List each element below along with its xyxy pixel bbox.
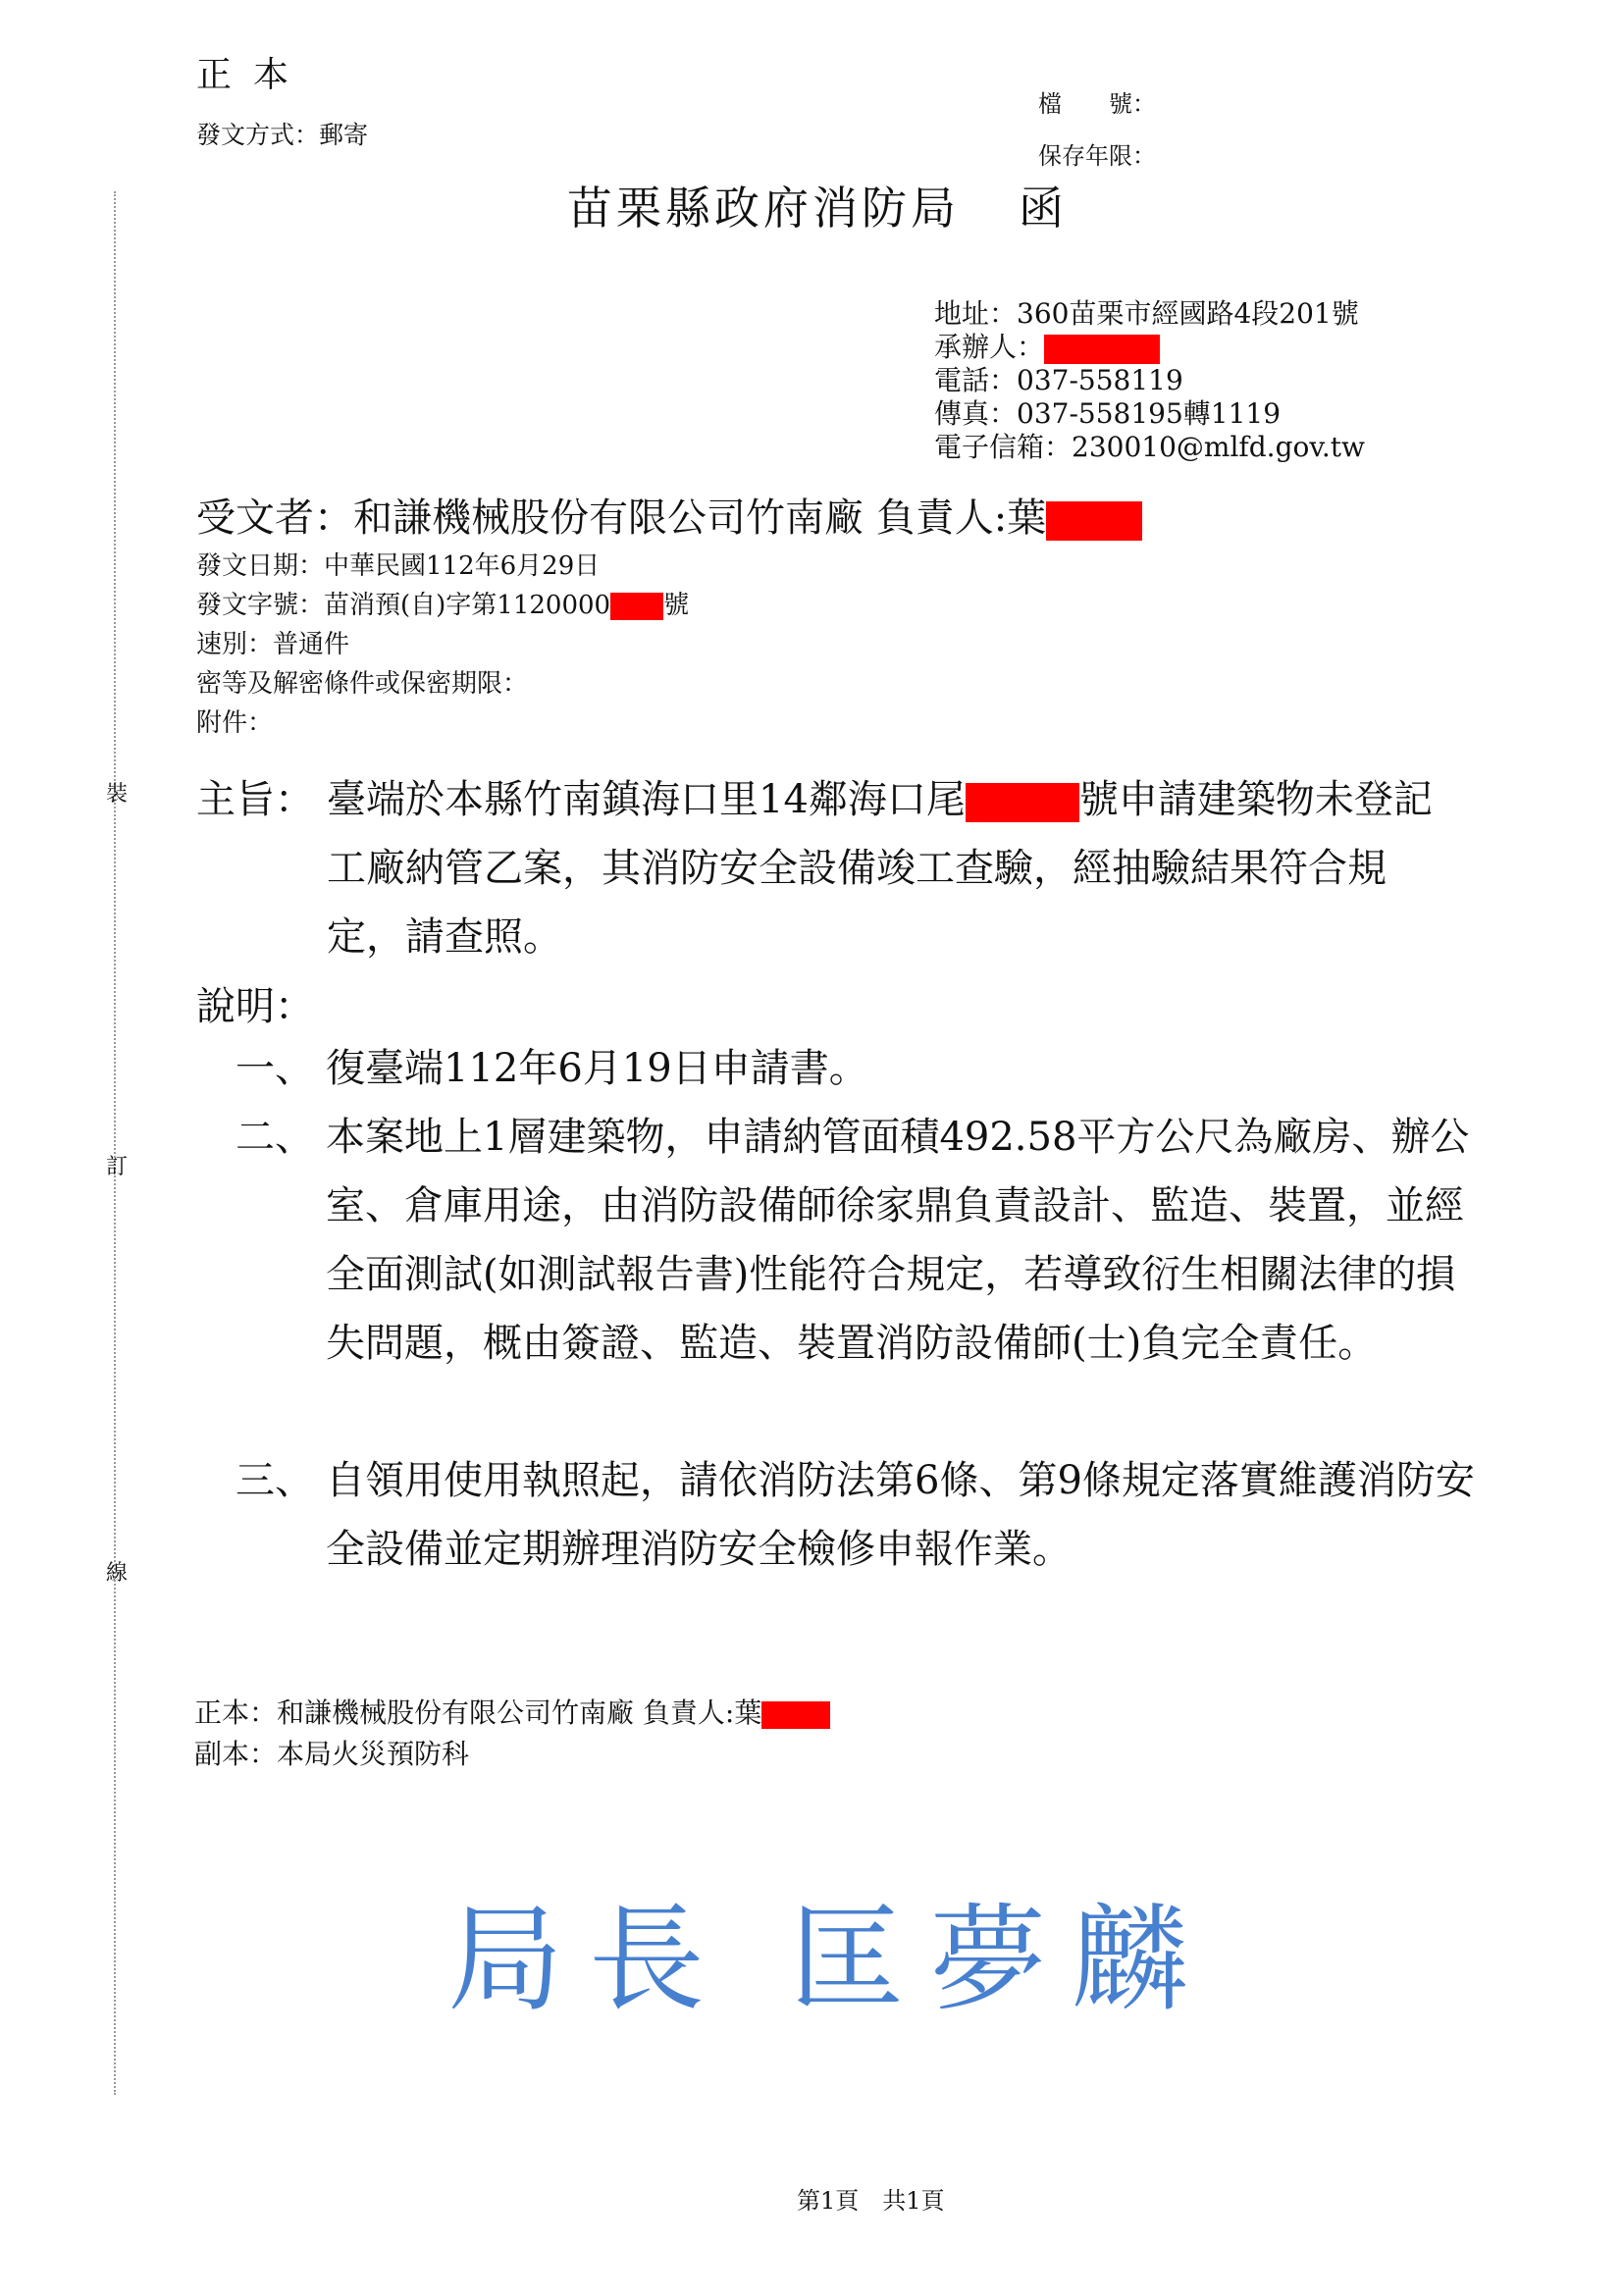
redaction-box [610,593,663,620]
document-kind: 函 [1019,182,1068,235]
binding-margin-line [114,191,116,2095]
description-label: 說明： [196,984,314,1029]
issue-date: 發文日期：中華民國112年6月29日 [196,551,601,581]
signature-name: 匡夢麟 [789,1892,1214,2027]
sender-address: 地址：360苗栗市經國路4段201號 [934,297,1359,330]
description-item [236,1446,1482,1584]
binding-mark-xian: 線 [106,1561,129,1586]
binding-mark-ding: 訂 [106,1155,129,1179]
page-number: 第1頁 共1頁 [797,2187,945,2215]
item-text: 自領用使用執照起，請依消防法第6條、第9條規定落實維護消防安全設備並定期辦理消防安全檢修申報作業。 [326,1458,1475,1572]
sender-handler: 承辦人： [934,331,1365,364]
description-item [236,1103,1482,1378]
item-number: 三、 [236,1458,314,1503]
sender-phone: 電話：037-558119 [934,364,1183,396]
signature-title: 局長 [447,1892,731,2027]
sender-fax: 傳真：037-558195轉1119 [934,397,1282,430]
signature [447,1866,1213,2033]
attachment: 附件： [196,708,274,738]
document-title [567,173,1068,237]
redaction-box [1046,501,1142,541]
original-recipient: 正本：和謙機械股份有限公司竹南廠 負責人:葉 [194,1692,830,1731]
subject [196,765,1462,971]
subject-text: 臺端於本縣竹南鎮海口里14鄰海口尾 號申請建築物未登記工廠納管乙案，其消防安全設備竣工查驗，經抽驗結果符合規定，請查照。 [327,777,1433,960]
item-text: 復臺端112年6月19日申請書。 [326,1046,868,1091]
delivery-method: 發文方式：郵寄 [196,121,369,149]
copy-type: 正本 [196,55,311,95]
document-number: 發文字號：苗消預(自)字第1120000 號 [196,591,690,620]
security-level: 密等及解密條件或保密期限： [196,669,529,699]
issuing-org: 苗栗縣政府消防局 [567,182,960,235]
delivery-speed: 速別：普通件 [196,630,350,659]
copy-recipient: 副本：本局火災預防科 [194,1738,470,1770]
redaction-box [1044,335,1160,364]
redaction-box [761,1701,830,1729]
binding-mark-zhuang: 裝 [106,782,129,807]
redaction-box [966,783,1079,822]
sender-email: 電子信箱：230010@mlfd.gov.tw [934,431,1365,463]
description-item [236,1034,1482,1103]
subject-label: 主旨： [196,777,314,822]
recipient: 受文者：和謙機械股份有限公司竹南廠 負責人:葉 [196,487,1142,543]
retention-label: 保存年限： [1038,142,1156,170]
item-number: 一、 [236,1046,314,1091]
item-text: 本案地上1層建築物，申請納管面積492.58平方公尺為廠房、辦公室、倉庫用途，由消防設備師徐家鼎負責設計、監造、裝置，並經全面測試(如測試報告書)性能符合規定，若導致衍生相關法律的損失問題，概由簽證、監造、裝置消防設備師(士)負完全責任。 [326,1115,1470,1366]
sender-contact-block [934,297,1365,464]
item-number: 二、 [236,1115,314,1160]
file-number-label: 檔 號： [1038,90,1156,118]
